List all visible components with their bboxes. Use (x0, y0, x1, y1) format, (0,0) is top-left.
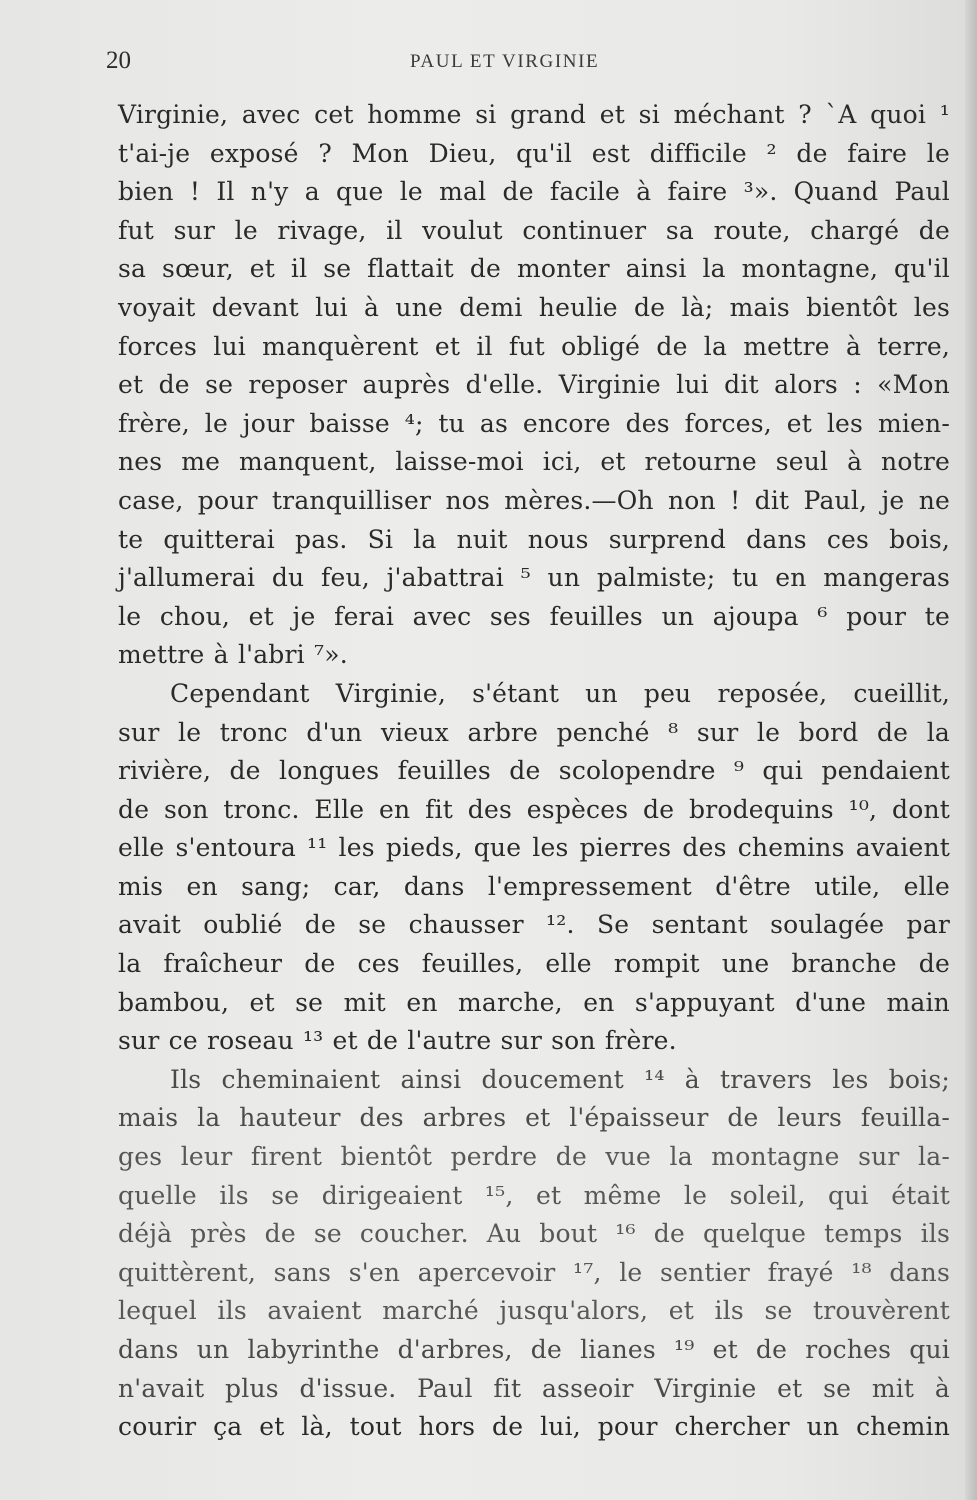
text-line: ges leur firent bientôt perdre de vue la montagne sur la- (118, 1142, 950, 1172)
text-line: mais la hauteur des arbres et l'épaisseur de leurs feuilla- (118, 1103, 950, 1133)
text-line: voyait devant lui à une demi heulie de là; mais bientôt les (118, 292, 950, 322)
text-line: courir ça et là, tout hors de lui, pour chercher un chemin (118, 1412, 950, 1442)
text-line: frère, le jour baisse ⁴; tu as encore des forces, et les mien- (118, 408, 950, 438)
text-line: Virginie, avec cet homme si grand et si méchant ? `A quoi ¹ (118, 100, 950, 129)
text-line: lequel ils avaient marché jusqu'alors, et ils se trouvèrent (118, 1296, 950, 1326)
page-edge (965, 0, 977, 1500)
text-line: case, pour tranquilliser nos mères.—Oh non ! dit Paul, je ne (118, 485, 950, 515)
text-line: t'ai-je exposé ? Mon Dieu, qu'il est difficile ² de faire le (118, 138, 950, 168)
text-line: j'allumerai du feu, j'abattrai ⁵ un palmiste; tu en mangeras (118, 563, 950, 593)
text-line: sur le tronc d'un vieux arbre penché ⁸ sur le bord de la (118, 717, 950, 747)
text-line: le chou, et je ferai avec ses feuilles un ajoupa ⁶ pour te (118, 601, 950, 631)
text-line: quittèrent, sans s'en apercevoir ¹⁷, le sentier frayé ¹⁸ dans (118, 1257, 950, 1287)
text-line: rivière, de longues feuilles de scolopendre ⁹ qui pendaient (118, 756, 950, 786)
text-line: sur ce roseau ¹³ et de l'autre sur son frère. (118, 1026, 677, 1056)
body-text (118, 96, 950, 1447)
text-line: bien ! Il n'y a que le mal de facile à faire ³». Quand Paul (118, 177, 950, 207)
text-line: dans un labyrinthe d'arbres, de lianes ¹⁹ et de roches qui (118, 1335, 950, 1364)
text-line: avait oublié de se chausser ¹². Se sentant soulagée par (118, 910, 950, 940)
text-line: Ils cheminaient ainsi doucement ¹⁴ à travers les bois; (170, 1064, 950, 1094)
text-line: elle s'entoura ¹¹ les pieds, que les pierres des chemins avaient (118, 833, 950, 863)
text-line: et de se reposer auprès d'elle. Virginie lui dit alors : «Mon (118, 370, 950, 400)
page-header (106, 47, 951, 87)
text-line: Cependant Virginie, s'étant un peu reposée, cueillit, (170, 678, 950, 708)
text-line: mettre à l'abri ⁷». (118, 640, 348, 670)
text-line: déjà près de se coucher. Au bout ¹⁶ de quelque temps ils (118, 1219, 950, 1249)
text-line: fut sur le rivage, il voulut continuer sa route, chargé de (118, 215, 950, 245)
running-title: PAUL ET VIRGINIE (410, 51, 600, 72)
text-line: de son tronc. Elle en fit des espèces de brodequins ¹⁰, dont (118, 794, 950, 824)
text-line: forces lui manquèrent et il fut obligé de la mettre à terre, (118, 331, 950, 361)
text-line: n'avait plus d'issue. Paul fit asseoir Virginie et se mit à (118, 1373, 950, 1403)
text-line: quelle ils se dirigeaient ¹⁵, et même le soleil, qui était (118, 1180, 950, 1210)
text-line: mis en sang; car, dans l'empressement d'être utile, elle (118, 871, 950, 901)
text-line: nes me manquent, laisse-moi ici, et retourne seul à notre (118, 447, 950, 477)
text-line: te quitterai pas. Si la nuit nous surprend dans ces bois, (118, 524, 950, 554)
page-number: 20 (106, 47, 131, 74)
text-line: sa sœur, et il se flattait de monter ainsi la montagne, qu'il (118, 254, 950, 284)
text-line: bambou, et se mit en marche, en s'appuyant d'une main (118, 987, 950, 1017)
text-line: la fraîcheur de ces feuilles, elle rompit une branche de (118, 949, 950, 979)
